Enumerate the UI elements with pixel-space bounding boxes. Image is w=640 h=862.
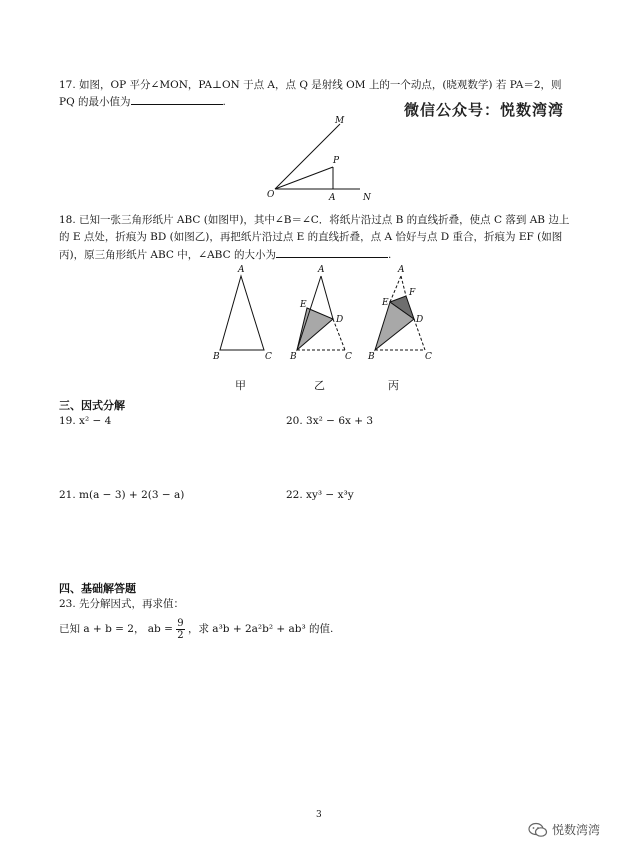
q23-given bbox=[59, 617, 333, 641]
bing-dashed-af bbox=[401, 276, 406, 296]
bing-label-f: F bbox=[409, 288, 416, 298]
q18-line1: 18. 已知一张三角形纸片 ABC (如图甲)，其中∠B＝∠C．将纸片沿过点 B 的直线折叠，使点 C 落到 AB 边上 bbox=[59, 214, 570, 226]
folded-region bbox=[297, 308, 333, 350]
triangle-abc bbox=[220, 276, 264, 350]
q18-line3 bbox=[59, 247, 391, 262]
q17-figure bbox=[262, 112, 382, 204]
bing-label-d: D bbox=[416, 315, 424, 325]
q17-line2 bbox=[59, 94, 226, 109]
page-number: 3 bbox=[316, 810, 322, 820]
q23-given-prefix: 已知 a + b = 2， ab = bbox=[59, 623, 173, 635]
q17-line2-suffix: . bbox=[222, 96, 226, 108]
q19: 19. x² − 4 bbox=[59, 415, 112, 427]
bing-label-b: B bbox=[368, 352, 375, 362]
q17-line2-prefix: PQ 的最小值为 bbox=[59, 96, 131, 108]
q18-line3-prefix: 丙)，原三角形纸片 ABC 中，∠ABC 的大小为 bbox=[59, 249, 276, 261]
q18-line2: 的 E 点处，折痕为 BD (如图乙)，再把纸片沿过点 E 的直线折叠，点 A 恰好与点 D 重合，折痕为 EF (如图 bbox=[59, 231, 563, 243]
jia-label-b: B bbox=[213, 352, 220, 362]
q18-figure-jia bbox=[207, 262, 282, 362]
q17-line1: 17. 如图，OP 平分∠MON，PA⊥ON 于点 A，点 Q 是射线 OM 上的一个动点，(晓观数学) 若 PA＝2，则 bbox=[59, 79, 562, 91]
q17-ray-om bbox=[275, 124, 340, 189]
q17-segment-op bbox=[275, 167, 333, 189]
watermark-top: 微信公众号：悦数湾湾 bbox=[404, 101, 565, 119]
brand-name: 悦数湾湾 bbox=[552, 823, 601, 837]
q21: 21. m(a − 3) + 2(3 − a) bbox=[59, 489, 185, 501]
q17-label-n: N bbox=[363, 193, 371, 203]
caption-jia: 甲 bbox=[235, 379, 246, 392]
q17-label-a: A bbox=[329, 193, 336, 203]
yi-label-b: B bbox=[290, 352, 297, 362]
q17-label-o: O bbox=[267, 190, 275, 200]
bing-label-a: A bbox=[398, 265, 405, 275]
section3-title: 三、因式分解 bbox=[59, 399, 125, 412]
q17-label-p: P bbox=[333, 156, 340, 166]
caption-bing: 丙 bbox=[388, 379, 399, 392]
brand-watermark bbox=[528, 821, 600, 838]
q23: 23. 先分解因式，再求值： bbox=[59, 598, 185, 610]
q18-answer-blank bbox=[276, 247, 388, 258]
yi-side-ad bbox=[321, 276, 333, 319]
yi-label-a: A bbox=[318, 265, 325, 275]
jia-label-c: C bbox=[265, 352, 272, 362]
q23-fraction-denominator: 2 bbox=[177, 629, 184, 641]
q18-figure-yi bbox=[287, 262, 357, 362]
jia-label-a: A bbox=[238, 265, 245, 275]
q20: 20. 3x² − 6x + 3 bbox=[286, 415, 374, 427]
section4-title: 四、基础解答题 bbox=[59, 582, 136, 595]
wechat-icon bbox=[528, 822, 548, 838]
q23-fraction-numerator: 9 bbox=[177, 617, 184, 629]
yi-label-c: C bbox=[345, 352, 352, 362]
q22: 22. xy³ − x³y bbox=[286, 489, 354, 501]
caption-yi: 乙 bbox=[314, 379, 325, 392]
yi-label-d: D bbox=[336, 315, 344, 325]
q18-figure-bing bbox=[365, 262, 440, 362]
bing-label-c: C bbox=[425, 352, 432, 362]
yi-label-e: E bbox=[300, 300, 307, 310]
bing-label-e: E bbox=[382, 298, 389, 308]
q17-label-m: M bbox=[335, 116, 345, 126]
q17-answer-blank bbox=[131, 94, 223, 105]
q18-line3-suffix: . bbox=[387, 249, 392, 261]
q23-fraction bbox=[176, 618, 184, 641]
q23-given-suffix: ，求 a³b + 2a²b² + ab³ 的值. bbox=[187, 623, 334, 635]
